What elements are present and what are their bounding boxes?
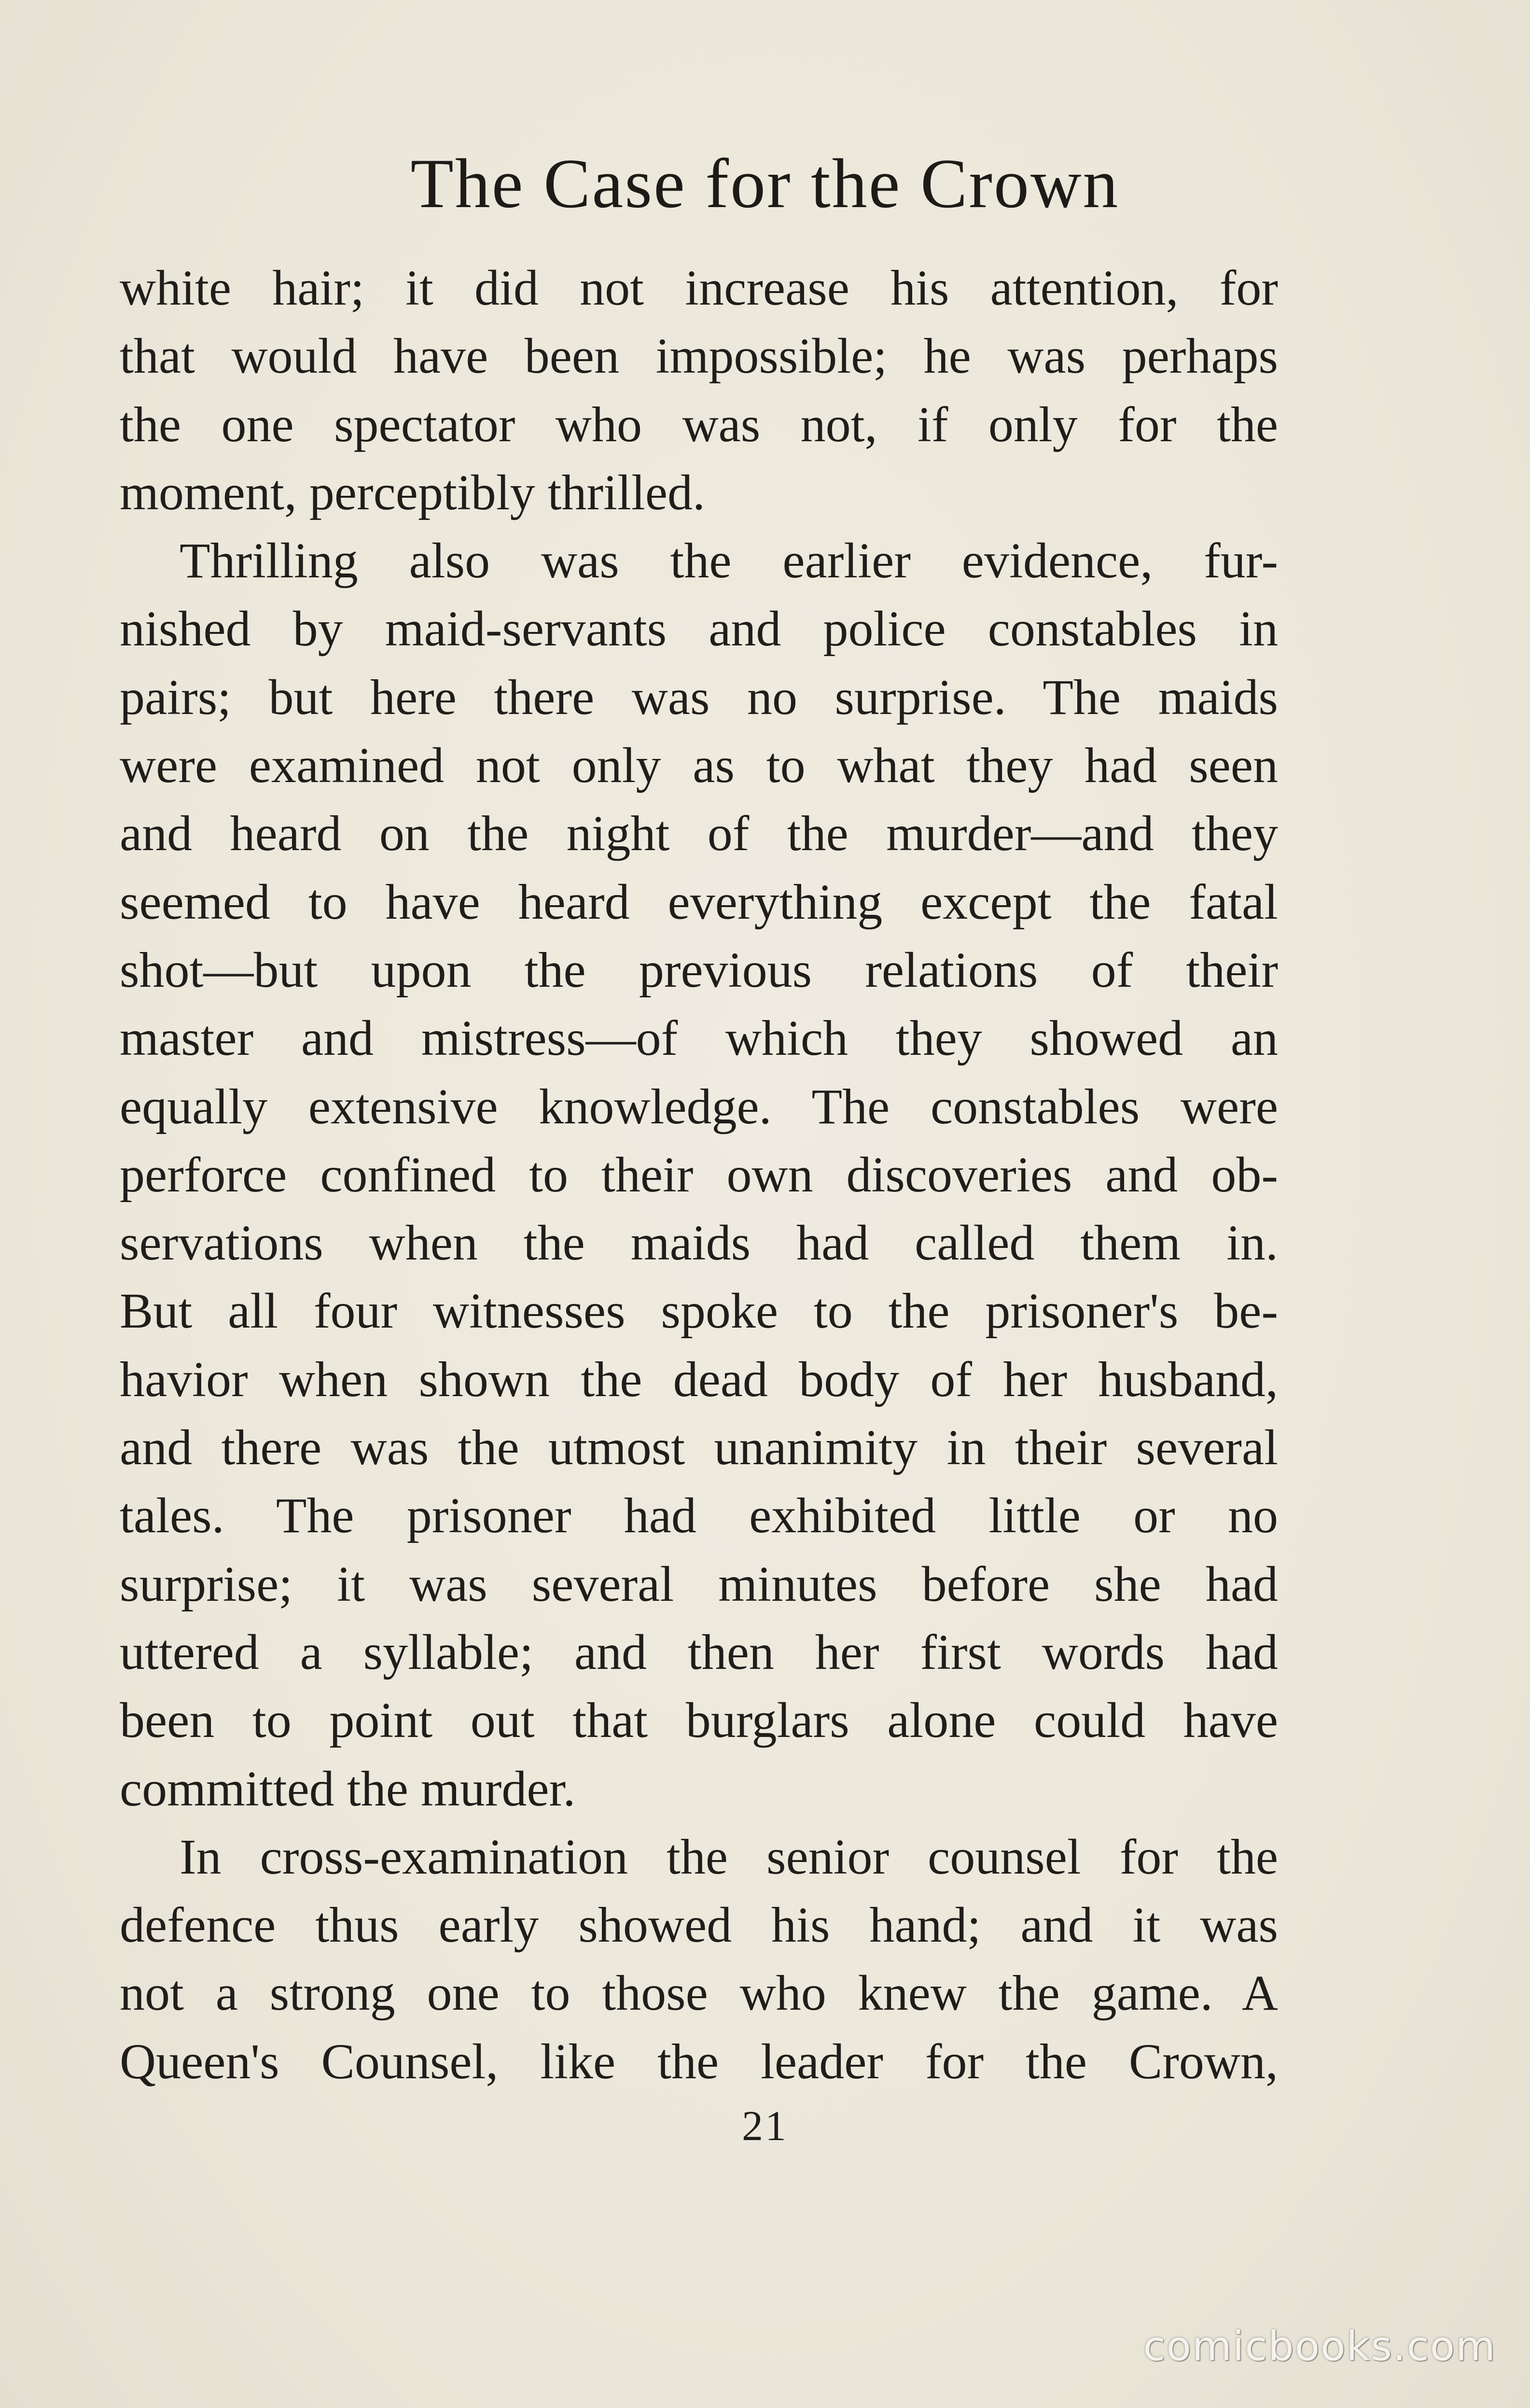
text-line: shot—but upon the previous relations of their (120, 942, 1278, 998)
text-line: But all four witnesses spoke to the prisoner's be- (120, 1283, 1278, 1339)
text-line: master and mistress—of which they showed an (120, 1010, 1278, 1066)
text-line: tales. The prisoner had exhibited little or no (120, 1488, 1278, 1544)
text-line: and heard on the night of the murder—and they (120, 806, 1278, 862)
text-line: been to point out that burglars alone could have (120, 1693, 1278, 1749)
text-line: committed the murder. (120, 1761, 576, 1817)
body-text (120, 254, 1278, 2096)
text-line: the one spectator who was not, if only for the (120, 396, 1278, 452)
text-line: equally extensive knowledge. The constables were (120, 1078, 1278, 1134)
text-line: pairs; but here there was no surprise. The maids (120, 669, 1278, 725)
text-line: nished by maid-servants and police constables in (120, 601, 1278, 657)
text-line: were examined not only as to what they had seen (120, 738, 1278, 794)
text-line: that would have been impossible; he was perhaps (120, 328, 1278, 384)
text-line: seemed to have heard everything except the fatal (120, 874, 1278, 930)
text-line: In cross-examination the senior counsel for the (180, 1829, 1278, 1885)
text-line: uttered a syllable; and then her first words had (120, 1624, 1278, 1680)
text-line: and there was the utmost unanimity in their several (120, 1420, 1278, 1476)
text-line: havior when shown the dead body of her husband, (120, 1351, 1278, 1407)
text-line: defence thus early showed his hand; and it was (120, 1897, 1278, 1953)
text-line: Queen's Counsel, like the leader for the Crown, (120, 2033, 1278, 2089)
text-line: moment, perceptibly thrilled. (120, 464, 706, 520)
text-line: perforce confined to their own discoveries and ob- (120, 1147, 1278, 1203)
text-line: surprise; it was several minutes before she had (120, 1556, 1278, 1612)
page-number: 21 (742, 2103, 788, 2150)
text-line: white hair; it did not increase his attention, for (120, 260, 1278, 316)
text-line: not a strong one to those who knew the game. A (120, 1965, 1278, 2021)
text-line: servations when the maids had called them in. (120, 1215, 1278, 1271)
text-line: Thrilling also was the earlier evidence, fur- (180, 533, 1278, 589)
running-head: The Case for the Crown (410, 144, 1120, 223)
watermark: comicbooks.com (1143, 2323, 1496, 2370)
